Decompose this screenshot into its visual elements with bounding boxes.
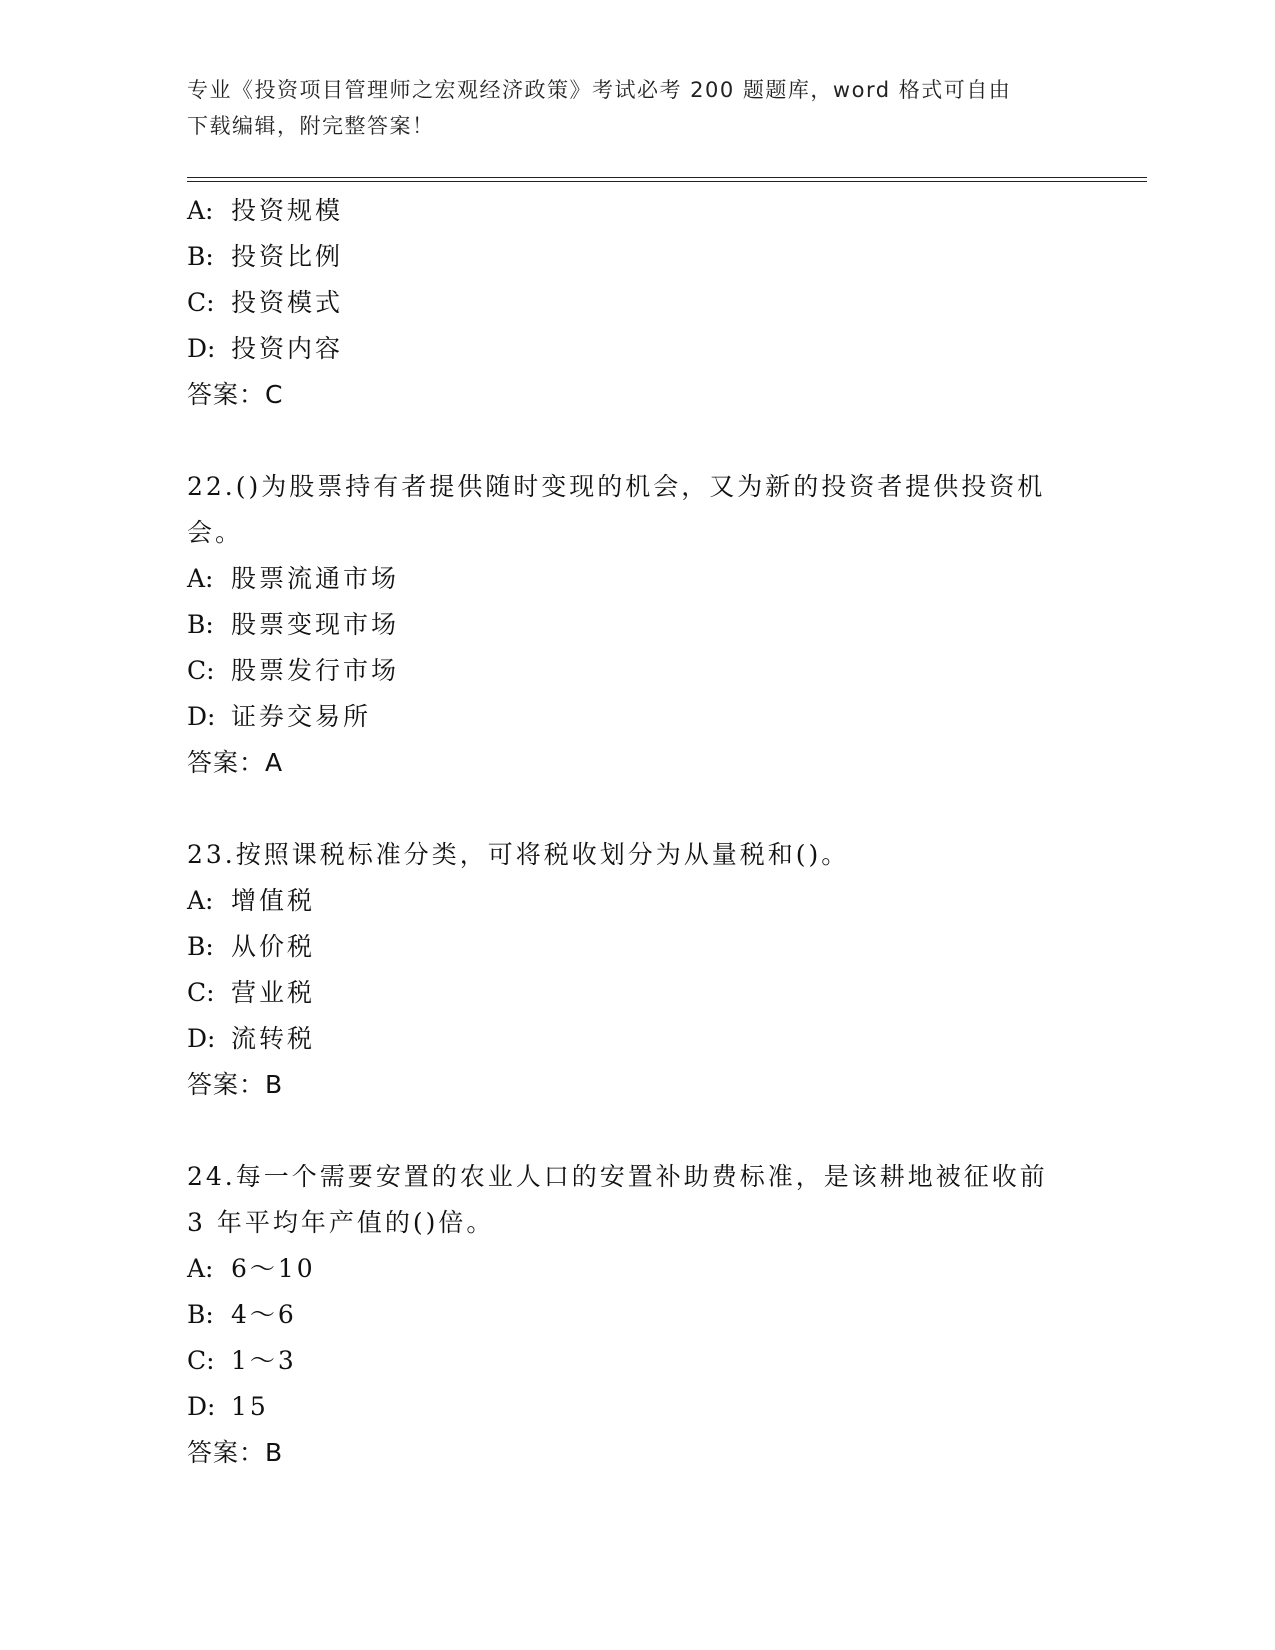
question-text: 23.按照课税标准分类，可将税收划分为从量税和()。 xyxy=(187,840,850,869)
option-a: A: 投资规模 xyxy=(187,196,344,225)
option-c: C: 1～3 xyxy=(187,1346,297,1375)
question-22 xyxy=(187,464,1087,786)
option-b: B: 从价税 xyxy=(187,932,316,961)
question-24 xyxy=(187,1154,1087,1476)
option-b: B: 投资比例 xyxy=(187,242,344,271)
option-d: D: 投资内容 xyxy=(187,334,344,363)
question-23 xyxy=(187,832,1087,1108)
option-a: A: 股票流通市场 xyxy=(187,564,400,593)
answer: 答案：A xyxy=(187,748,284,777)
option-c: C: 营业税 xyxy=(187,978,316,1007)
option-b: B: 股票变现市场 xyxy=(187,610,400,639)
question-list xyxy=(187,188,1087,1476)
question-text: 24.每一个需要安置的农业人口的安置补助费标准，是该耕地被征收前 3 年平均年产值的()倍。 xyxy=(187,1162,1048,1237)
option-a: A: 增值税 xyxy=(187,886,316,915)
header-line-2: 下载编辑，附完整答案！ xyxy=(187,114,435,138)
option-d: D: 流转税 xyxy=(187,1024,316,1053)
option-b: B: 4～6 xyxy=(187,1300,297,1329)
header-line-1: 专业《投资项目管理师之宏观经济政策》考试必考 200 题题库，word 格式可自由 xyxy=(187,78,1012,102)
header-divider xyxy=(187,177,1147,182)
option-c: C: 股票发行市场 xyxy=(187,656,400,685)
answer: 答案：B xyxy=(187,1070,284,1099)
question-21 xyxy=(187,188,1087,418)
question-text: 22.()为股票持有者提供随时变现的机会，又为新的投资者提供投资机 会。 xyxy=(187,472,1046,547)
answer: 答案：C xyxy=(187,380,284,409)
option-a: A: 6～10 xyxy=(187,1254,316,1283)
answer: 答案：B xyxy=(187,1438,284,1467)
option-c: C: 投资模式 xyxy=(187,288,344,317)
option-d: D: 15 xyxy=(187,1392,269,1421)
option-d: D: 证券交易所 xyxy=(187,702,372,731)
document-header xyxy=(187,72,1067,144)
